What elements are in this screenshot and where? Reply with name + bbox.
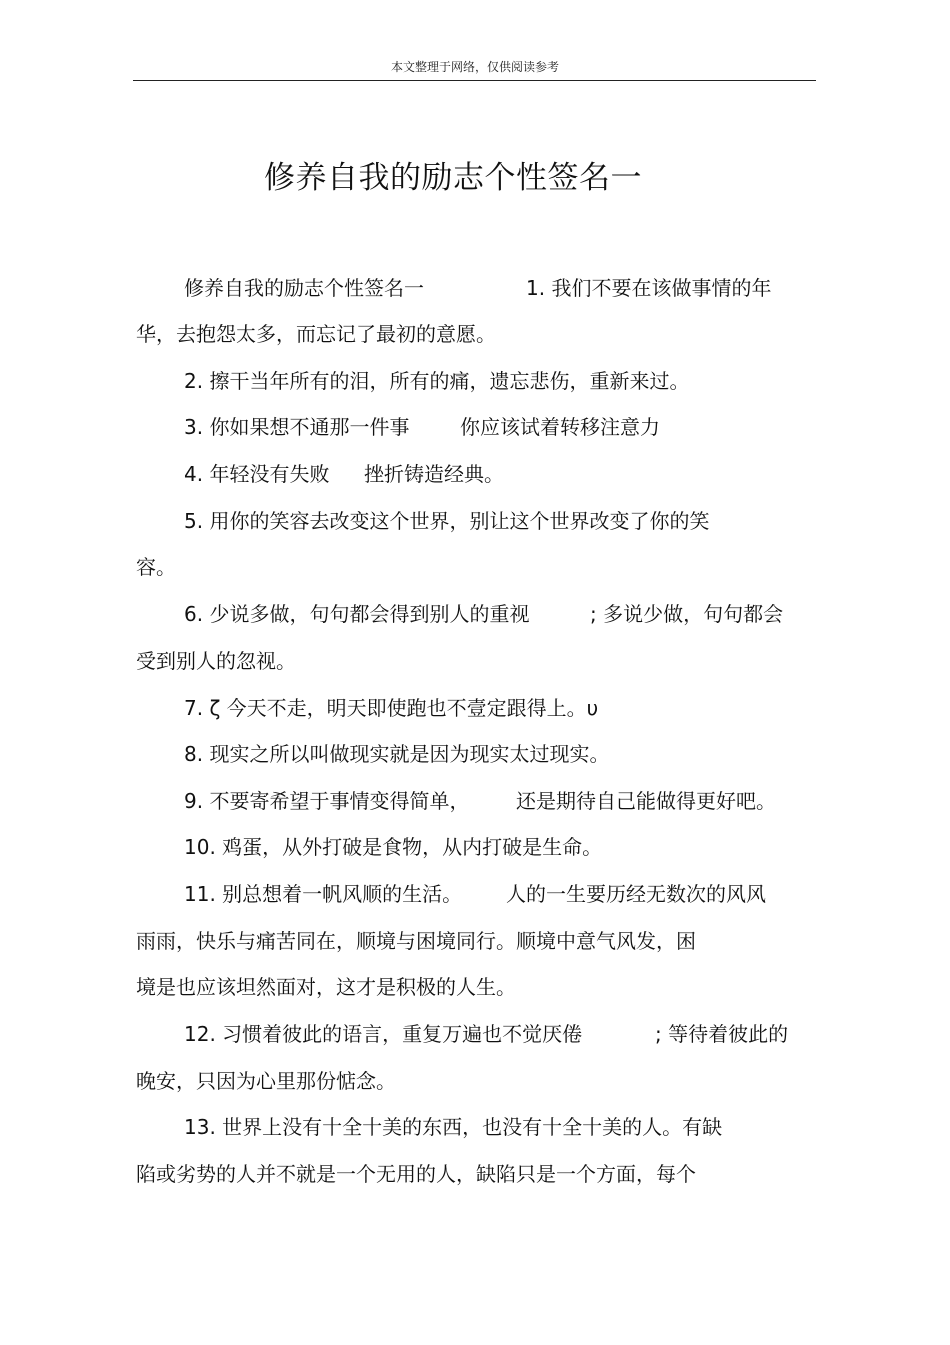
body-line: 8. 现实之所以叫做现实就是因为现实太过现实。 (184, 742, 610, 766)
body-line: 挫折铸造经典。 (364, 462, 504, 486)
body-line: 修养自我的励志个性签名一 (184, 276, 424, 300)
body-line: 你应该试着转移注意力 (460, 415, 660, 439)
body-line: 4. 年轻没有失败 (184, 462, 330, 486)
body-line: 3. 你如果想不通那一件事 (184, 415, 410, 439)
body-line: 境是也应该坦然面对，这才是积极的人生。 (136, 975, 516, 999)
body-line: 6. 少说多做，句句都会得到别人的重视 (184, 602, 530, 626)
body-line: 陷或劣势的人并不就是一个无用的人，缺陷只是一个方面，每个 (136, 1162, 696, 1186)
body-line: 容。 (136, 555, 176, 579)
header-note: 本文整理于网络，仅供阅读参考 (390, 60, 559, 74)
body-line: ; 多说少做，句句都会 (590, 602, 784, 626)
body-line: 人的一生要历经无数次的风风 (506, 882, 766, 906)
body-line: 1. 我们不要在该做事情的年 (526, 276, 772, 300)
body-line: 12. 习惯着彼此的语言，重复万遍也不觉厌倦 (184, 1022, 583, 1046)
body-line: 华，去抱怨太多，而忘记了最初的意愿。 (136, 322, 496, 346)
header-divider (133, 80, 816, 81)
body-line: 10. 鸡蛋，从外打破是食物，从内打破是生命。 (184, 835, 603, 859)
body-line: 受到别人的忽视。 (136, 649, 296, 673)
body-line: 雨雨，快乐与痛苦同在，顺境与困境同行。顺境中意气风发，困 (136, 929, 696, 953)
body-line: 2. 擦干当年所有的泪，所有的痛，遗忘悲伤，重新来过。 (184, 369, 690, 393)
body-line: 11. 别总想着一帆风顺的生活。 (184, 882, 463, 906)
body-line: 9. 不要寄希望于事情变得简单， (184, 789, 470, 813)
body-line: 5. 用你的笑容去改变这个世界，别让这个世界改变了你的笑 (184, 509, 710, 533)
body-line: 晚安，只因为心里那份惦念。 (136, 1069, 396, 1093)
body-line: 7. ζ 今天不走，明天即使跑也不壹定跟得上。υ (184, 696, 599, 720)
body-line: 13. 世界上没有十全十美的东西，也没有十全十美的人。有缺 (184, 1115, 723, 1139)
body-line: 还是期待自己能做得更好吧。 (516, 789, 776, 813)
body-line: ; 等待着彼此的 (655, 1022, 789, 1046)
document-title: 修养自我的励志个性签名一 (264, 160, 642, 196)
